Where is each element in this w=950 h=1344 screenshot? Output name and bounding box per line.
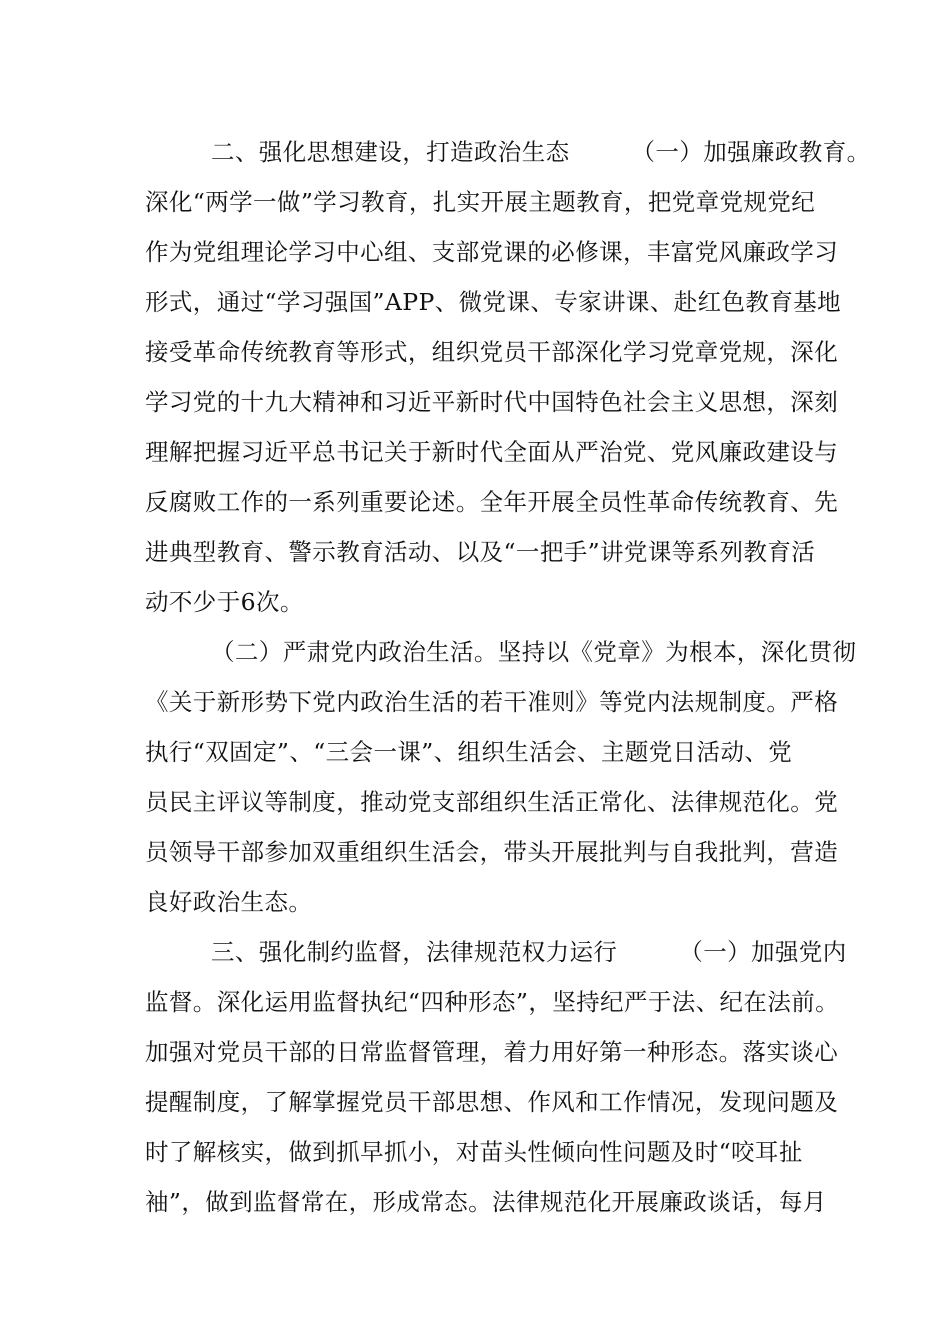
text-line: 作为党组理论学习中心组、支部党课的必修课，丰富党风廉政学习 (145, 238, 839, 266)
text-line: 时了解核实，做到抓早抓小，对苗头性倾向性问题及时“咬耳扯 (145, 1138, 803, 1166)
text-line: 监督。深化运用监督执纪“四种形态”，坚持纪严于法、纪在法前。 (145, 988, 840, 1016)
text-line: 《关于新形势下党内政治生活的若干准则》等党内法规制度。严格 (145, 688, 839, 716)
text-line: 进典型教育、警示教育活动、以及“一把手”讲党课等系列教育活 (145, 538, 816, 566)
text-line: 良好政治生态。 (145, 888, 313, 916)
text-line: 员领导干部参加双重组织生活会，带头开展批判与自我批判，营造 (145, 838, 839, 866)
text-line: 二、强化思想建设，打造政治生态 （一）加强廉政教育。 (211, 138, 871, 166)
text-line: 三、强化制约监督，法律规范权力运行 （一）加强党内 (211, 938, 847, 966)
text-line: 学习党的十九大精神和习近平新时代中国特色社会主义思想，深刻 (145, 388, 839, 416)
text-line: 提醒制度，了解掌握党员干部思想、作风和工作情况，发现问题及 (145, 1088, 839, 1116)
text-line: 执行“双固定”、“三会一课”、组织生活会、主题党日活动、党 (145, 738, 793, 766)
text-line: 深化“两学一做”学习教育，扎实开展主题教育，把党章党规党纪 (145, 188, 816, 216)
text-line: 反腐败工作的一系列重要论述。全年开展全员性革命传统教育、先 (145, 488, 839, 516)
text-line: 袖”，做到监督常在，形成常态。法律规范化开展廉政谈话，每月 (145, 1188, 827, 1216)
text-line: 加强对党员干部的日常监督管理，着力用好第一种形态。落实谈心 (145, 1038, 839, 1066)
text-line: 动不少于6次。 (145, 588, 304, 616)
text-line: （二）严肃党内政治生活。坚持以《党章》为根本，深化贯彻 (211, 638, 857, 666)
text-line: 形式，通过“学习强国”APP、微党课、专家讲课、赴红色教育基地 (145, 288, 842, 316)
text-line: 理解把握习近平总书记关于新时代全面从严治党、党风廉政建设与 (145, 438, 839, 466)
body-text (145, 127, 871, 1227)
text-line: 接受革命传统教育等形式，组织党员干部深化学习党章党规，深化 (145, 338, 839, 366)
text-line: 员民主评议等制度，推动党支部组织生活正常化、法律规范化。党 (145, 788, 839, 816)
